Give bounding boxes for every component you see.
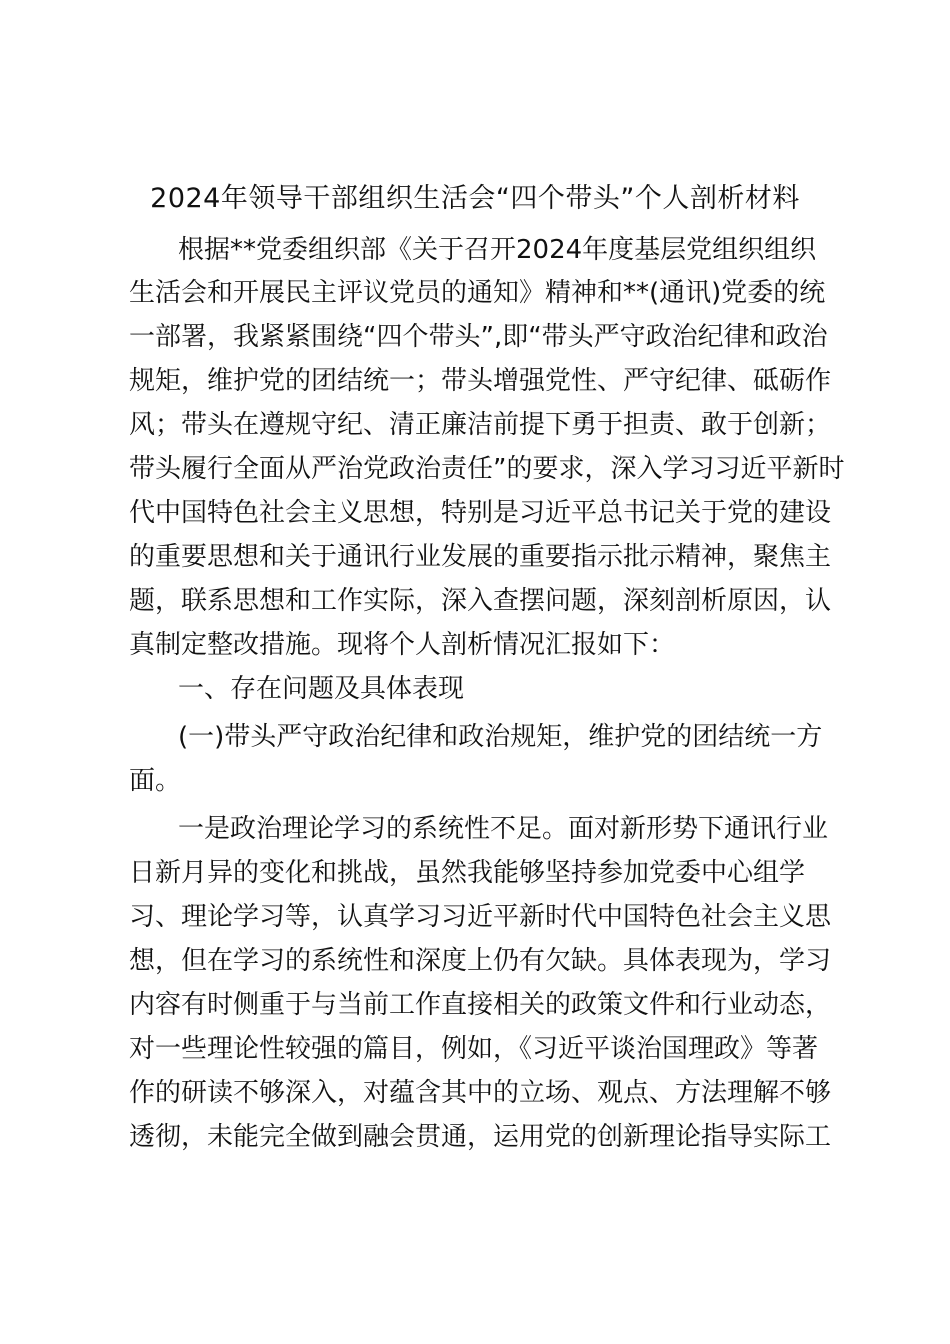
paragraph-line: 规矩，维护党的团结统一；带头增强党性、严守纪律、砥砺作 <box>129 366 832 396</box>
paragraph-line: 题，联系思想和工作实际，深入查摆问题，深刻剖析原因，认 <box>129 586 832 616</box>
paragraph-line: 想，但在学习的系统性和深度上仍有欠缺。具体表现为，学习 <box>129 946 832 976</box>
paragraph-line: 内容有时侧重于与当前工作直接相关的政策文件和行业动态， <box>129 990 832 1020</box>
subsection-heading: (一)带头严守政治纪律和政治规矩，维护党的团结统一方 <box>178 722 823 752</box>
paragraph-line: 一是政治理论学习的系统性不足。面对新形势下通讯行业 <box>178 814 829 844</box>
paragraph-line: 作的研读不够深入，对蕴含其中的立场、观点、方法理解不够 <box>129 1078 832 1108</box>
paragraph-line: 对一些理论性较强的篇目，例如，《习近平谈治国理政》等著 <box>129 1034 819 1064</box>
paragraph-line: 风；带头在遵规守纪、清正廉洁前提下勇于担责、敢于创新； <box>129 410 832 440</box>
subsection-heading-end: 面。 <box>129 766 182 796</box>
paragraph-line: 代中国特色社会主义思想，特别是习近平总书记关于党的建设 <box>129 498 832 528</box>
paragraph-line: 日新月异的变化和挑战，虽然我能够坚持参加党委中心组学 <box>129 858 806 888</box>
paragraph-line: 根据**党委组织部《关于召开2024年度基层党组织组织 <box>178 235 817 265</box>
paragraph-line: 习、理论学习等，认真学习习近平新时代中国特色社会主义思 <box>129 902 832 932</box>
paragraph-line: 透彻，未能完全做到融会贯通，运用党的创新理论指导实际工 <box>129 1122 832 1152</box>
section-heading: 一、存在问题及具体表现 <box>178 674 465 704</box>
paragraph-line: 带头履行全面从严治党政治责任”的要求，深入学习习近平新时 <box>129 454 845 484</box>
paragraph-line: 的重要思想和关于通讯行业发展的重要指示批示精神，聚焦主 <box>129 542 832 572</box>
paragraph-line: 生活会和开展民主评议党员的通知》精神和**(通讯)党委的统 <box>129 278 826 308</box>
paragraph-line: 真制定整改措施。现将个人剖析情况汇报如下： <box>129 630 676 660</box>
document-title: 2024年领导干部组织生活会“四个带头”个人剖析材料 <box>150 183 800 214</box>
paragraph-line: 一部署，我紧紧围绕“四个带头”,即“带头严守政治纪律和政治 <box>129 322 828 352</box>
